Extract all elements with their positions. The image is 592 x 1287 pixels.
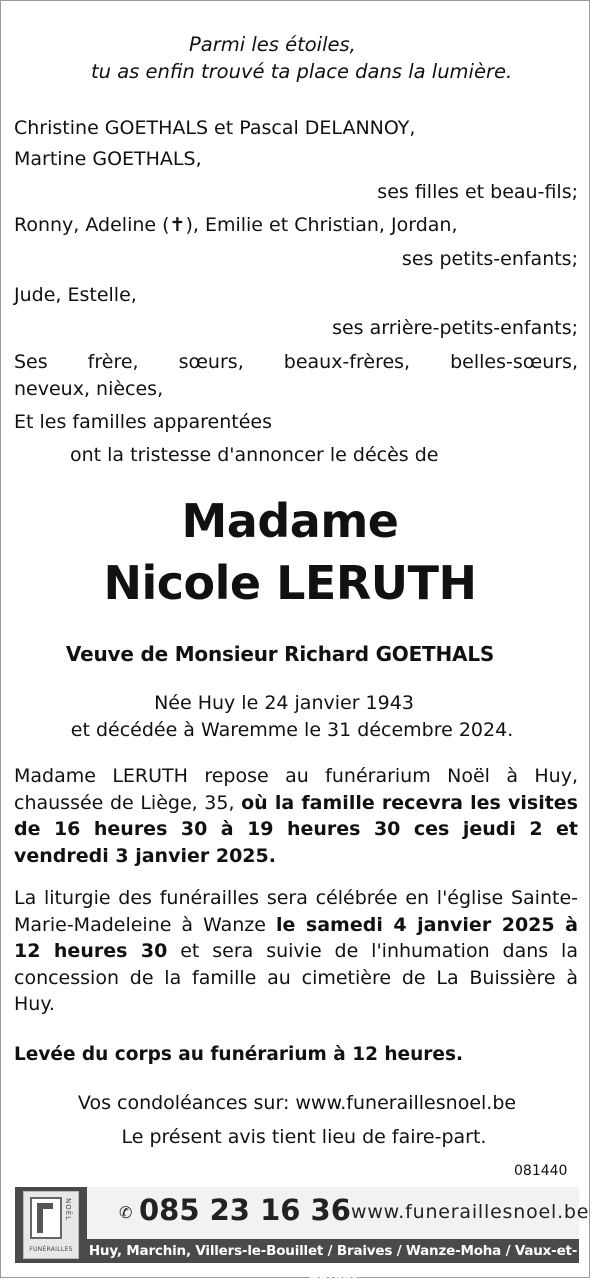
logo-bottom-text: FUNÉRAILLES: [29, 1246, 73, 1253]
website-link[interactable]: www.funeraillesnoel.be: [351, 1201, 590, 1223]
locations-line: Huy, Marchin, Villers-le-Bouillet / Braives / Wanze-Moha / Vaux-et-Borset: [88, 1243, 578, 1283]
funeral-paragraph: [14, 885, 578, 1018]
phone-number: 085 23 16 36: [139, 1193, 351, 1227]
levee-line: Levée du corps au funérarium à 12 heures.: [14, 1044, 463, 1065]
deceased-name: Nicole LERUTH: [103, 556, 477, 610]
family-line: neveux, nièces,: [14, 378, 164, 400]
family-line: Ses frère, sœurs, beaux-frères, belles-sœurs,: [14, 351, 578, 373]
visitation-paragraph: [14, 763, 578, 869]
family-line: Et les familles apparentées: [14, 411, 272, 433]
family-line: Christine GOETHALS et Pascal DELANNOY,: [14, 117, 416, 139]
logo-n-icon: [30, 1197, 62, 1239]
visitation-hours: où la famille recevra les visites de 16 heures 30 à 19 heures 30 ces jeudi 2 et vendredi 3 janvier 2025.: [14, 791, 578, 867]
family-line: Martine GOETHALS,: [14, 148, 202, 170]
family-relation: ses petits-enfants;: [401, 248, 578, 270]
announcement-line: ont la tristesse d'annoncer le décès de: [70, 444, 439, 466]
family-line: Jude, Estelle,: [14, 284, 137, 306]
family-relation: ses arrière-petits-enfants;: [332, 317, 578, 339]
faire-part-line: Le présent avis tient lieu de faire-part.: [121, 1126, 487, 1148]
birth-line: Née Huy le 24 janvier 1943: [154, 692, 414, 714]
phone-icon: ✆: [119, 1203, 133, 1222]
reference-code: 081440: [514, 1163, 568, 1179]
death-line: et décédée à Waremme le 31 décembre 2024.: [70, 719, 514, 741]
funeral-home-footer: [15, 1187, 590, 1283]
deceased-title: Madame: [181, 494, 399, 548]
widow-line: Veuve de Monsieur Richard GOETHALS: [65, 642, 495, 666]
funeral-date: le samedi 4 janvier 2025 à 12 heures 30: [14, 913, 578, 962]
visitation-text: Madame LERUTH repose au funérarium Noël à Huy, chaussée de Liège, 35,: [14, 765, 578, 814]
family-relation: ses filles et beau-fils;: [377, 181, 578, 203]
poem-line-2: tu as enfin trouvé ta place dans la lumière.: [91, 60, 513, 83]
condolences-line: Vos condoléances sur: www.funeraillesnoel.be: [77, 1092, 517, 1114]
funeral-home-logo: [23, 1191, 79, 1259]
funeral-text-end: et sera suivie de l'inhumation dans la concession de la famille au cimetière de La Buissière à Huy.: [14, 940, 578, 1015]
funeral-text: La liturgie des funérailles sera célébrée en l'église Sainte-Marie-Madeleine à Wanze: [14, 887, 578, 936]
family-line: Ronny, Adeline (✝), Emilie et Christian, Jordan,: [14, 214, 458, 236]
poem-line-1: Parmi les étoiles,: [189, 33, 356, 56]
logo-side-text: NOËL: [64, 1198, 72, 1222]
